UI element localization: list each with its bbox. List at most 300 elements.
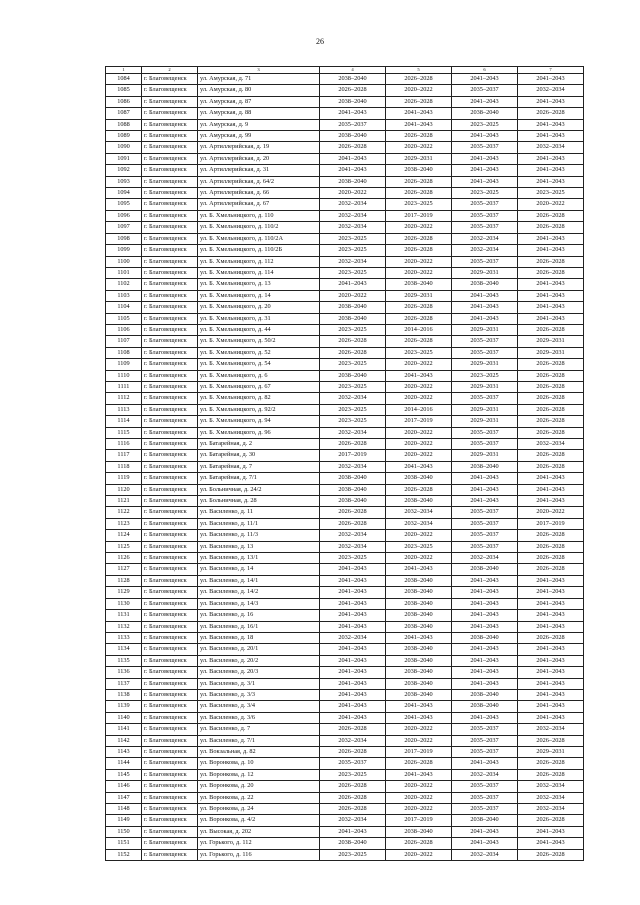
address-cell: ул. Василенко, д. 14/1 xyxy=(198,575,320,586)
period-col-7-cell: 2026–2028 xyxy=(518,370,584,381)
period-col-4-cell: 2041–2043 xyxy=(320,689,386,700)
address-cell: ул. Горького, д. 116 xyxy=(198,849,320,860)
period-col-7-cell: 2026–2028 xyxy=(518,541,584,552)
row-number-cell: 1098 xyxy=(106,233,142,244)
table-row xyxy=(106,678,584,689)
city-cell: г. Благовещенск xyxy=(142,484,198,495)
table-row xyxy=(106,712,584,723)
city-cell: г. Благовещенск xyxy=(142,587,198,598)
table-row xyxy=(106,427,584,438)
period-col-7-cell: 2029–2031 xyxy=(518,746,584,757)
address-cell: ул. Б. Хмельницкого, д. 82 xyxy=(198,393,320,404)
city-cell: г. Благовещенск xyxy=(142,85,198,96)
address-cell: ул. Василенко, д. 14 xyxy=(198,564,320,575)
period-col-6-cell: 2035–2037 xyxy=(452,142,518,153)
period-col-6-cell: 2041–2043 xyxy=(452,655,518,666)
period-col-5-cell: 2023–2025 xyxy=(386,199,452,210)
period-col-6-cell: 2041–2043 xyxy=(452,587,518,598)
city-cell: г. Благовещенск xyxy=(142,553,198,564)
period-col-4-cell: 2041–2043 xyxy=(320,667,386,678)
city-cell: г. Благовещенск xyxy=(142,165,198,176)
period-col-6-cell: 2041–2043 xyxy=(452,667,518,678)
period-col-7-cell: 2041–2043 xyxy=(518,621,584,632)
table-row xyxy=(106,450,584,461)
period-col-5-cell: 2020–2022 xyxy=(386,439,452,450)
address-cell: ул. Б. Хмельницкого, д. 110/2 xyxy=(198,222,320,233)
period-col-6-cell: 2041–2043 xyxy=(452,496,518,507)
city-cell: г. Благовещенск xyxy=(142,769,198,780)
row-number-cell: 1088 xyxy=(106,119,142,130)
city-cell: г. Благовещенск xyxy=(142,746,198,757)
address-cell: ул. Батарейная, д. 7 xyxy=(198,461,320,472)
city-cell: г. Благовещенск xyxy=(142,461,198,472)
period-col-7-cell: 2041–2043 xyxy=(518,587,584,598)
period-col-4-cell: 2023–2025 xyxy=(320,416,386,427)
table-row xyxy=(106,336,584,347)
column-number: 2 xyxy=(142,67,198,74)
row-number-cell: 1097 xyxy=(106,222,142,233)
table-row xyxy=(106,131,584,142)
period-col-5-cell: 2020–2022 xyxy=(386,142,452,153)
period-col-6-cell: 2038–2040 xyxy=(452,632,518,643)
address-cell: ул. Василенко, д. 20/2 xyxy=(198,655,320,666)
city-cell: г. Благовещенск xyxy=(142,256,198,267)
period-col-5-cell: 2038–2040 xyxy=(386,279,452,290)
address-cell: ул. Б. Хмельницкого, д. 50/2 xyxy=(198,336,320,347)
period-col-6-cell: 2038–2040 xyxy=(452,564,518,575)
city-cell: г. Благовещенск xyxy=(142,74,198,85)
table-row xyxy=(106,381,584,392)
period-col-4-cell: 2032–2034 xyxy=(320,210,386,221)
period-col-6-cell: 2035–2037 xyxy=(452,85,518,96)
period-col-4-cell: 2038–2040 xyxy=(320,496,386,507)
row-number-cell: 1136 xyxy=(106,667,142,678)
row-number-cell: 1092 xyxy=(106,165,142,176)
period-col-7-cell: 2026–2028 xyxy=(518,393,584,404)
period-col-4-cell: 2026–2028 xyxy=(320,781,386,792)
period-col-4-cell: 2032–2034 xyxy=(320,222,386,233)
period-col-6-cell: 2041–2043 xyxy=(452,598,518,609)
period-col-4-cell: 2026–2028 xyxy=(320,792,386,803)
row-number-cell: 1150 xyxy=(106,826,142,837)
city-cell: г. Благовещенск xyxy=(142,450,198,461)
table-row xyxy=(106,735,584,746)
period-col-7-cell: 2041–2043 xyxy=(518,279,584,290)
period-col-4-cell: 2026–2028 xyxy=(320,746,386,757)
period-col-7-cell: 2026–2028 xyxy=(518,427,584,438)
period-col-5-cell: 2026–2028 xyxy=(386,758,452,769)
period-col-6-cell: 2041–2043 xyxy=(452,74,518,85)
period-col-4-cell: 2032–2034 xyxy=(320,256,386,267)
table-row xyxy=(106,108,584,119)
row-number-cell: 1115 xyxy=(106,427,142,438)
row-number-cell: 1128 xyxy=(106,575,142,586)
city-cell: г. Благовещенск xyxy=(142,290,198,301)
address-cell: ул. Василенко, д. 11/3 xyxy=(198,530,320,541)
period-col-6-cell: 2041–2043 xyxy=(452,302,518,313)
period-col-6-cell: 2023–2025 xyxy=(452,370,518,381)
period-col-5-cell: 2041–2043 xyxy=(386,564,452,575)
address-cell: ул. Василенко, д. 20/3 xyxy=(198,667,320,678)
table-row xyxy=(106,667,584,678)
period-col-7-cell: 2026–2028 xyxy=(518,210,584,221)
city-cell: г. Благовещенск xyxy=(142,678,198,689)
period-col-6-cell: 2035–2037 xyxy=(452,222,518,233)
period-col-6-cell: 2041–2043 xyxy=(452,176,518,187)
city-cell: г. Благовещенск xyxy=(142,701,198,712)
city-cell: г. Благовещенск xyxy=(142,188,198,199)
address-cell: ул. Воронкова, д. 10 xyxy=(198,758,320,769)
period-col-7-cell: 2041–2043 xyxy=(518,610,584,621)
row-number-cell: 1124 xyxy=(106,530,142,541)
city-cell: г. Благовещенск xyxy=(142,781,198,792)
address-cell: ул. Б. Хмельницкого, д. 110 xyxy=(198,210,320,221)
city-cell: г. Благовещенск xyxy=(142,838,198,849)
row-number-cell: 1094 xyxy=(106,188,142,199)
table-row xyxy=(106,632,584,643)
table-row xyxy=(106,439,584,450)
address-cell: ул. Василенко, д. 14/2 xyxy=(198,587,320,598)
period-col-5-cell: 2026–2028 xyxy=(386,484,452,495)
period-col-7-cell: 2026–2028 xyxy=(518,530,584,541)
address-cell: ул. Б. Хмельницкого, д. 112 xyxy=(198,256,320,267)
period-col-7-cell: 2041–2043 xyxy=(518,575,584,586)
city-cell: г. Благовещенск xyxy=(142,792,198,803)
period-col-7-cell: 2041–2043 xyxy=(518,655,584,666)
period-col-6-cell: 2032–2034 xyxy=(452,553,518,564)
address-cell: ул. Батарейная, д. 7/1 xyxy=(198,473,320,484)
address-cell: ул. Больничная, д. 28 xyxy=(198,496,320,507)
address-cell: ул. Батарейная, д. 30 xyxy=(198,450,320,461)
table-row xyxy=(106,119,584,130)
period-col-7-cell: 2026–2028 xyxy=(518,815,584,826)
period-col-4-cell: 2020–2022 xyxy=(320,290,386,301)
city-cell: г. Благовещенск xyxy=(142,632,198,643)
period-col-4-cell: 2041–2043 xyxy=(320,108,386,119)
table-row xyxy=(106,267,584,278)
period-col-4-cell: 2032–2034 xyxy=(320,530,386,541)
period-col-7-cell: 2026–2028 xyxy=(518,553,584,564)
address-cell: ул. Воронкова, д. 12 xyxy=(198,769,320,780)
table-row xyxy=(106,233,584,244)
period-col-5-cell: 2020–2022 xyxy=(386,393,452,404)
table-row xyxy=(106,530,584,541)
address-cell: ул. Василенко, д. 14/3 xyxy=(198,598,320,609)
row-number-cell: 1144 xyxy=(106,758,142,769)
table-row xyxy=(106,724,584,735)
period-col-6-cell: 2035–2037 xyxy=(452,439,518,450)
period-col-6-cell: 2035–2037 xyxy=(452,256,518,267)
period-col-5-cell: 2020–2022 xyxy=(386,553,452,564)
period-col-7-cell: 2026–2028 xyxy=(518,769,584,780)
row-number-cell: 1100 xyxy=(106,256,142,267)
city-cell: г. Благовещенск xyxy=(142,245,198,256)
address-cell: ул. Василенко, д. 7/1 xyxy=(198,735,320,746)
city-cell: г. Благовещенск xyxy=(142,621,198,632)
table-row xyxy=(106,165,584,176)
address-cell: ул. Б. Хмельницкого, д. 110/2А xyxy=(198,233,320,244)
period-col-7-cell: 2026–2028 xyxy=(518,222,584,233)
city-cell: г. Благовещенск xyxy=(142,153,198,164)
address-cell: ул. Амурская, д. 88 xyxy=(198,108,320,119)
period-col-4-cell: 2041–2043 xyxy=(320,644,386,655)
period-col-5-cell: 2026–2028 xyxy=(386,245,452,256)
city-cell: г. Благовещенск xyxy=(142,758,198,769)
period-col-6-cell: 2029–2031 xyxy=(452,450,518,461)
address-cell: ул. Высокая, д. 202 xyxy=(198,826,320,837)
row-number-cell: 1138 xyxy=(106,689,142,700)
period-col-5-cell: 2020–2022 xyxy=(386,849,452,860)
city-cell: г. Благовещенск xyxy=(142,735,198,746)
address-cell: ул. Б. Хмельницкого, д. 110/2Б xyxy=(198,245,320,256)
address-cell: ул. Б. Хмельницкого, д. 14 xyxy=(198,290,320,301)
period-col-5-cell: 2023–2025 xyxy=(386,541,452,552)
table-row xyxy=(106,222,584,233)
period-col-6-cell: 2038–2040 xyxy=(452,279,518,290)
period-col-4-cell: 2032–2034 xyxy=(320,393,386,404)
city-cell: г. Благовещенск xyxy=(142,610,198,621)
period-col-7-cell: 2041–2043 xyxy=(518,233,584,244)
table-row xyxy=(106,393,584,404)
period-col-7-cell: 2026–2028 xyxy=(518,108,584,119)
address-cell: ул. Амурская, д. 71 xyxy=(198,74,320,85)
address-cell: ул. Артиллерийская, д. 66 xyxy=(198,188,320,199)
table-row xyxy=(106,781,584,792)
address-cell: ул. Б. Хмельницкого, д. 44 xyxy=(198,324,320,335)
table-row xyxy=(106,313,584,324)
period-col-6-cell: 2032–2034 xyxy=(452,849,518,860)
period-col-7-cell: 2026–2028 xyxy=(518,416,584,427)
column-number: 1 xyxy=(106,67,142,74)
table-body xyxy=(106,74,584,861)
table-row xyxy=(106,587,584,598)
address-cell: ул. Воронкова, д. 4/2 xyxy=(198,815,320,826)
address-cell: ул. Василенко, д. 13/1 xyxy=(198,553,320,564)
period-col-6-cell: 2032–2034 xyxy=(452,769,518,780)
period-col-5-cell: 2041–2043 xyxy=(386,769,452,780)
period-col-5-cell: 2038–2040 xyxy=(386,621,452,632)
period-col-4-cell: 2026–2028 xyxy=(320,439,386,450)
period-col-5-cell: 2026–2028 xyxy=(386,188,452,199)
column-number: 4 xyxy=(320,67,386,74)
period-col-7-cell: 2041–2043 xyxy=(518,165,584,176)
period-col-4-cell: 2038–2040 xyxy=(320,74,386,85)
period-col-6-cell: 2029–2031 xyxy=(452,416,518,427)
address-cell: ул. Василенко, д. 3/6 xyxy=(198,712,320,723)
row-number-cell: 1101 xyxy=(106,267,142,278)
address-cell: ул. Вокзальная, д. 82 xyxy=(198,746,320,757)
city-cell: г. Благовещенск xyxy=(142,347,198,358)
city-cell: г. Благовещенск xyxy=(142,530,198,541)
table-row xyxy=(106,804,584,815)
city-cell: г. Благовещенск xyxy=(142,598,198,609)
address-cell: ул. Василенко, д. 18 xyxy=(198,632,320,643)
row-number-cell: 1149 xyxy=(106,815,142,826)
table-row xyxy=(106,142,584,153)
city-cell: г. Благовещенск xyxy=(142,689,198,700)
page-number: 26 xyxy=(316,37,324,46)
city-cell: г. Благовещенск xyxy=(142,210,198,221)
city-cell: г. Благовещенск xyxy=(142,302,198,313)
period-col-5-cell: 2038–2040 xyxy=(386,473,452,484)
address-cell: ул. Василенко, д. 11/1 xyxy=(198,518,320,529)
row-number-cell: 1143 xyxy=(106,746,142,757)
city-cell: г. Благовещенск xyxy=(142,644,198,655)
period-col-6-cell: 2041–2043 xyxy=(452,473,518,484)
period-col-6-cell: 2038–2040 xyxy=(452,689,518,700)
period-col-4-cell: 2023–2025 xyxy=(320,324,386,335)
period-col-5-cell: 2017–2019 xyxy=(386,210,452,221)
period-col-5-cell: 2020–2022 xyxy=(386,735,452,746)
table-row xyxy=(106,792,584,803)
row-number-cell: 1084 xyxy=(106,74,142,85)
period-col-5-cell: 2020–2022 xyxy=(386,792,452,803)
period-col-5-cell: 2041–2043 xyxy=(386,712,452,723)
table-row xyxy=(106,324,584,335)
period-col-5-cell: 2026–2028 xyxy=(386,313,452,324)
period-col-7-cell: 2032–2034 xyxy=(518,804,584,815)
period-col-5-cell: 2020–2022 xyxy=(386,256,452,267)
period-col-4-cell: 2032–2034 xyxy=(320,815,386,826)
address-cell: ул. Василенко, д. 13 xyxy=(198,541,320,552)
period-col-4-cell: 2026–2028 xyxy=(320,804,386,815)
city-cell: г. Благовещенск xyxy=(142,96,198,107)
period-col-4-cell: 2041–2043 xyxy=(320,598,386,609)
city-cell: г. Благовещенск xyxy=(142,427,198,438)
period-col-4-cell: 2041–2043 xyxy=(320,826,386,837)
row-number-cell: 1103 xyxy=(106,290,142,301)
period-col-4-cell: 2020–2022 xyxy=(320,188,386,199)
row-number-cell: 1135 xyxy=(106,655,142,666)
address-cell: ул. Горького, д. 112 xyxy=(198,838,320,849)
address-cell: ул. Б. Хмельницкого, д. 6 xyxy=(198,370,320,381)
period-col-7-cell: 2026–2028 xyxy=(518,404,584,415)
city-cell: г. Благовещенск xyxy=(142,279,198,290)
period-col-4-cell: 2023–2025 xyxy=(320,359,386,370)
table-row xyxy=(106,188,584,199)
table-row xyxy=(106,245,584,256)
period-col-4-cell: 2041–2043 xyxy=(320,655,386,666)
period-col-5-cell: 2020–2022 xyxy=(386,804,452,815)
table-row xyxy=(106,564,584,575)
address-cell: ул. Артиллерийская, д. 19 xyxy=(198,142,320,153)
table-row xyxy=(106,484,584,495)
period-col-4-cell: 2041–2043 xyxy=(320,701,386,712)
period-col-6-cell: 2035–2037 xyxy=(452,804,518,815)
period-col-5-cell: 2026–2028 xyxy=(386,74,452,85)
row-number-cell: 1139 xyxy=(106,701,142,712)
row-number-cell: 1118 xyxy=(106,461,142,472)
city-cell: г. Благовещенск xyxy=(142,142,198,153)
address-cell: ул. Амурская, д. 87 xyxy=(198,96,320,107)
city-cell: г. Благовещенск xyxy=(142,199,198,210)
period-col-5-cell: 2038–2040 xyxy=(386,689,452,700)
period-col-6-cell: 2041–2043 xyxy=(452,621,518,632)
table-row xyxy=(106,644,584,655)
period-col-5-cell: 2038–2040 xyxy=(386,667,452,678)
row-number-cell: 1109 xyxy=(106,359,142,370)
period-col-7-cell: 2026–2028 xyxy=(518,256,584,267)
address-cell: ул. Б. Хмельницкого, д. 20 xyxy=(198,302,320,313)
period-col-4-cell: 2038–2040 xyxy=(320,313,386,324)
period-col-6-cell: 2041–2043 xyxy=(452,153,518,164)
period-col-6-cell: 2035–2037 xyxy=(452,792,518,803)
row-number-cell: 1102 xyxy=(106,279,142,290)
period-col-7-cell: 2041–2043 xyxy=(518,302,584,313)
period-col-4-cell: 2026–2028 xyxy=(320,142,386,153)
period-col-4-cell: 2041–2043 xyxy=(320,279,386,290)
city-cell: г. Благовещенск xyxy=(142,416,198,427)
period-col-4-cell: 2032–2034 xyxy=(320,735,386,746)
period-col-5-cell: 2020–2022 xyxy=(386,530,452,541)
period-col-5-cell: 2020–2022 xyxy=(386,222,452,233)
row-number-cell: 1090 xyxy=(106,142,142,153)
period-col-4-cell: 2038–2040 xyxy=(320,176,386,187)
city-cell: г. Благовещенск xyxy=(142,267,198,278)
period-col-7-cell: 2041–2043 xyxy=(518,826,584,837)
table-row xyxy=(106,518,584,529)
period-col-6-cell: 2023–2025 xyxy=(452,119,518,130)
table-row xyxy=(106,279,584,290)
city-cell: г. Благовещенск xyxy=(142,381,198,392)
period-col-4-cell: 2023–2025 xyxy=(320,404,386,415)
city-cell: г. Благовещенск xyxy=(142,336,198,347)
row-number-cell: 1107 xyxy=(106,336,142,347)
period-col-5-cell: 2041–2043 xyxy=(386,461,452,472)
table-row xyxy=(106,347,584,358)
period-col-7-cell: 2041–2043 xyxy=(518,496,584,507)
row-number-cell: 1096 xyxy=(106,210,142,221)
table-row xyxy=(106,746,584,757)
city-cell: г. Благовещенск xyxy=(142,176,198,187)
city-cell: г. Благовещенск xyxy=(142,724,198,735)
period-col-5-cell: 2032–2034 xyxy=(386,507,452,518)
city-cell: г. Благовещенск xyxy=(142,849,198,860)
address-cell: ул. Василенко, д. 11 xyxy=(198,507,320,518)
city-cell: г. Благовещенск xyxy=(142,496,198,507)
period-col-6-cell: 2041–2043 xyxy=(452,712,518,723)
address-cell: ул. Василенко, д. 20/1 xyxy=(198,644,320,655)
period-col-7-cell: 2032–2034 xyxy=(518,85,584,96)
period-col-5-cell: 2041–2043 xyxy=(386,119,452,130)
period-col-6-cell: 2038–2040 xyxy=(452,461,518,472)
period-col-4-cell: 2032–2034 xyxy=(320,461,386,472)
period-col-7-cell: 2032–2034 xyxy=(518,142,584,153)
period-col-5-cell: 2038–2040 xyxy=(386,598,452,609)
period-col-7-cell: 2026–2028 xyxy=(518,359,584,370)
period-col-6-cell: 2041–2043 xyxy=(452,678,518,689)
period-col-7-cell: 2041–2043 xyxy=(518,176,584,187)
period-col-6-cell: 2035–2037 xyxy=(452,735,518,746)
period-col-5-cell: 2020–2022 xyxy=(386,427,452,438)
address-cell: ул. Василенко, д. 7 xyxy=(198,724,320,735)
period-col-6-cell: 2035–2037 xyxy=(452,781,518,792)
table-row xyxy=(106,575,584,586)
period-col-7-cell: 2026–2028 xyxy=(518,849,584,860)
period-col-6-cell: 2035–2037 xyxy=(452,347,518,358)
city-cell: г. Благовещенск xyxy=(142,370,198,381)
row-number-cell: 1116 xyxy=(106,439,142,450)
period-col-7-cell: 2041–2043 xyxy=(518,96,584,107)
period-col-6-cell: 2041–2043 xyxy=(452,644,518,655)
row-number-cell: 1137 xyxy=(106,678,142,689)
period-col-6-cell: 2035–2037 xyxy=(452,724,518,735)
period-col-6-cell: 2029–2031 xyxy=(452,267,518,278)
table-row xyxy=(106,610,584,621)
address-cell: ул. Василенко, д. 3/3 xyxy=(198,689,320,700)
period-col-7-cell: 2026–2028 xyxy=(518,267,584,278)
period-col-7-cell: 2026–2028 xyxy=(518,381,584,392)
